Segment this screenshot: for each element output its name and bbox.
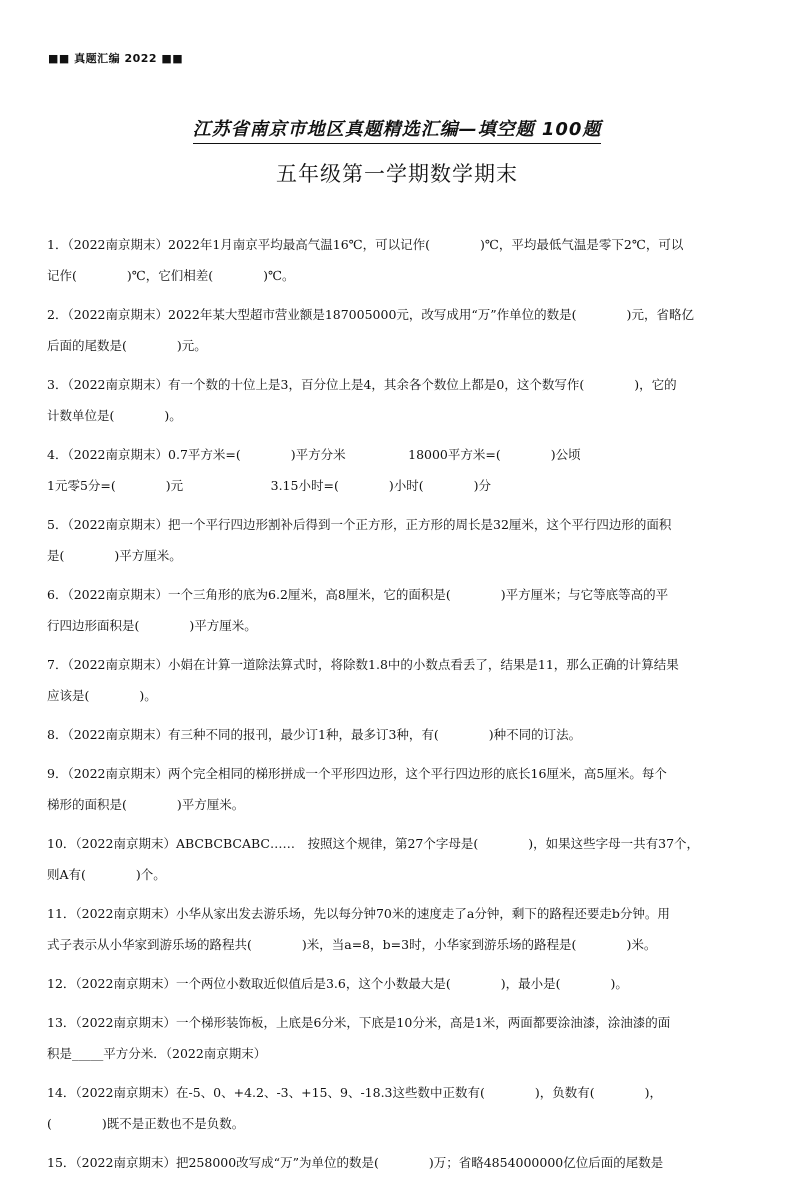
question-line: 2．（2022南京期末）2022年某大型超市营业额是187005000元，改写成用“万”作单位的数是( )元，省略亿 [47,307,694,322]
question-line: 则A有( )个。 [47,867,166,882]
question-line: 式子表示从小华家到游乐场的路程共( )米，当a=8，b=3时，小华家到游乐场的路程是( )米。 [47,937,657,952]
document-title: 江苏省南京市地区真题精选汇编—填空题 100题 [193,115,602,144]
question-line: 应该是( )。 [47,688,157,703]
question-line: 14．（2022南京期末）在-5、0、+4.2、-3、+15、9、-18.3这些数中正数有( )，负数有( )， [47,1085,663,1100]
question-line: 15．（2022南京期末）把258000改写成“万”为单位的数是( )万；省略4854000000亿位后面的尾数是 [47,1155,664,1170]
question-list [47,229,749,1186]
question-line: 4．（2022南京期末）0.7平方米=( )平方分米 18000平方米=( )公顷 [47,447,581,462]
question-10 [47,828,749,890]
question-line: 6．（2022南京期末）一个三角形的底为6.2厘米，高8厘米，它的面积是( )平方厘米；与它等底等高的平 [47,587,669,602]
document-title-wrapper [0,115,794,144]
question-line: 是( )平方厘米。 [47,548,182,563]
question-line: 7．（2022南京期末）小娟在计算一道除法算式时，将除数1.8中的小数点看丢了，结果是11，那么正确的计算结果 [47,657,679,672]
question-line: 1．（2022南京期末）2022年1月南京平均最高气温16℃，可以记作( )℃，平均最低气温是零下2℃，可以 [47,237,684,252]
question-line: ( )既不是正数也不是负数。 [47,1116,245,1131]
question-line: 9．（2022南京期末）两个完全相同的梯形拼成一个平形四边形，这个平行四边形的底长16厘米，高5厘米。每个 [47,766,667,781]
question-line: 5．（2022南京期末）把一个平行四边形割补后得到一个正方形，正方形的周长是32厘米，这个平行四边形的面积 [47,517,672,532]
question-1 [47,229,749,291]
question-line: 记作( )℃，它们相差( )℃。 [47,268,295,283]
question-line: 10．（2022南京期末）ABCBCBCABC…… 按照这个规律，第27个字母是( )，如果这些字母一共有37个， [47,836,700,851]
question-14 [47,1077,749,1139]
question-line: 积是_____平方分米．（2022南京期末） [47,1046,267,1061]
question-8 [47,719,749,750]
question-9 [47,758,749,820]
question-3 [47,369,749,431]
question-15 [47,1147,749,1178]
question-line: 11．（2022南京期末）小华从家出发去游乐场，先以每分钟70米的速度走了a分钟，剩下的路程还要走b分钟。用 [47,906,670,921]
question-line: 梯形的面积是( )平方厘米。 [47,797,245,812]
question-line: 12．（2022南京期末）一个两位小数取近似值后是3.6，这个小数最大是( )，最小是( )。 [47,976,628,991]
question-line: 计数单位是( )。 [47,408,182,423]
question-line: 8．（2022南京期末）有三种不同的报刊，最少订1种，最多订3种，有( )种不同的订法。 [47,727,582,742]
question-7 [47,649,749,711]
question-5 [47,509,749,571]
question-line: 3．（2022南京期末）有一个数的十位上是3，百分位上是4，其余各个数位上都是0，这个数写作( )，它的 [47,377,677,392]
question-6 [47,579,749,641]
question-13 [47,1007,749,1069]
question-line: 13．（2022南京期末）一个梯形装饰板，上底是6分米，下底是10分米，高是1米，两面都要涂油漆，涂油漆的面 [47,1015,671,1030]
header-tag: ■■ 真题汇编 2022 ■■ [48,52,184,65]
question-line: 后面的尾数是( )元。 [47,338,207,353]
question-11 [47,898,749,960]
question-4 [47,439,749,501]
question-12 [47,968,749,999]
question-2 [47,299,749,361]
question-line: 行四边形面积是( )平方厘米。 [47,618,257,633]
document-subtitle: 五年级第一学期数学期末 [276,162,518,186]
question-line: 1元零5分=( )元 3.15小时=( )小时( )分 [47,478,491,493]
